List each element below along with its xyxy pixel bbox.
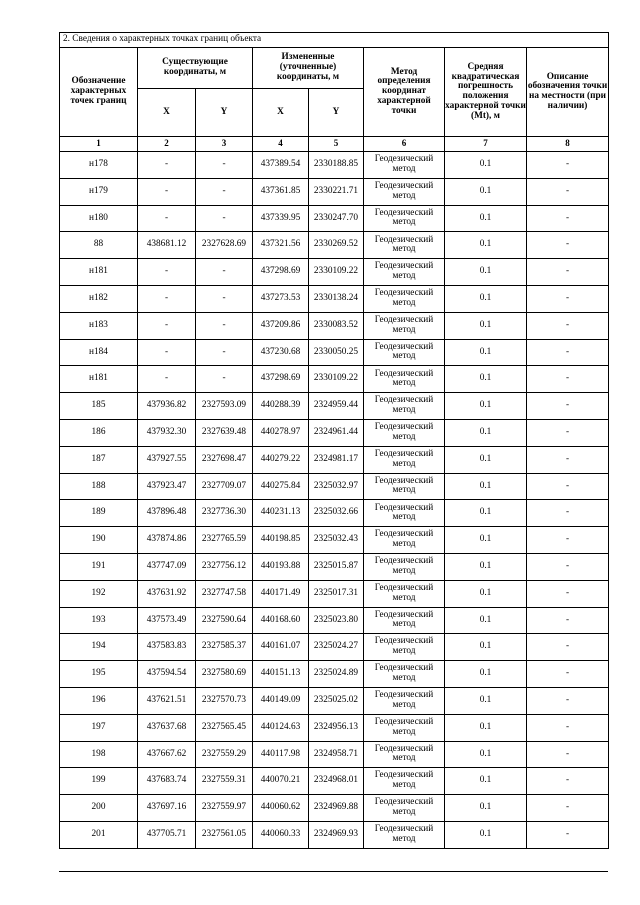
cell-existing-y: - xyxy=(196,259,253,286)
cell-existing-x: 437874.86 xyxy=(138,527,196,554)
cell-error: 0.1 xyxy=(445,178,527,205)
cell-description: - xyxy=(527,366,609,393)
cell-method: Геодезический метод xyxy=(364,205,445,232)
column-number: 3 xyxy=(196,137,253,152)
cell-error: 0.1 xyxy=(445,232,527,259)
cell-description: - xyxy=(527,178,609,205)
table-row xyxy=(60,553,609,580)
cell-existing-y: 2327570.73 xyxy=(196,687,253,714)
table-row xyxy=(60,446,609,473)
cell-changed-x: 440278.97 xyxy=(253,419,309,446)
cell-existing-y: 2327565.45 xyxy=(196,714,253,741)
cell-existing-x: 437927.55 xyxy=(138,446,196,473)
cell-method: Геодезический метод xyxy=(364,580,445,607)
cell-existing-y: 2327628.69 xyxy=(196,232,253,259)
table-row xyxy=(60,580,609,607)
cell-existing-x: 437932.30 xyxy=(138,419,196,446)
table-row xyxy=(60,285,609,312)
cell-description: - xyxy=(527,500,609,527)
cell-description: - xyxy=(527,634,609,661)
header-changed-y: Y xyxy=(309,89,364,137)
cell-existing-x: 437667.62 xyxy=(138,741,196,768)
cell-existing-x: - xyxy=(138,312,196,339)
table-row xyxy=(60,687,609,714)
cell-description: - xyxy=(527,419,609,446)
cell-point: 197 xyxy=(60,714,138,741)
cell-changed-y: 2325024.27 xyxy=(309,634,364,661)
cell-description: - xyxy=(527,741,609,768)
cell-method: Геодезический метод xyxy=(364,339,445,366)
cell-existing-x: 437923.47 xyxy=(138,473,196,500)
cell-point: 193 xyxy=(60,607,138,634)
cell-existing-x: - xyxy=(138,366,196,393)
cell-description: - xyxy=(527,795,609,822)
cell-method: Геодезический метод xyxy=(364,795,445,822)
cell-changed-x: 437273.53 xyxy=(253,285,309,312)
cell-point: 198 xyxy=(60,741,138,768)
cell-changed-y: 2324958.71 xyxy=(309,741,364,768)
cell-method: Геодезический метод xyxy=(364,419,445,446)
cell-existing-x: 437637.68 xyxy=(138,714,196,741)
cell-changed-y: 2324961.44 xyxy=(309,419,364,446)
cell-changed-y: 2325032.97 xyxy=(309,473,364,500)
cell-description: - xyxy=(527,259,609,286)
cell-error: 0.1 xyxy=(445,768,527,795)
cell-existing-x: - xyxy=(138,178,196,205)
column-number-row xyxy=(60,137,609,152)
header-existing-y: Y xyxy=(196,89,253,137)
cell-point: н184 xyxy=(60,339,138,366)
cell-changed-y: 2330269.52 xyxy=(309,232,364,259)
table-row xyxy=(60,527,609,554)
cell-changed-y: 2324959.44 xyxy=(309,393,364,420)
cell-description: - xyxy=(527,714,609,741)
cell-description: - xyxy=(527,232,609,259)
cell-changed-y: 2330109.22 xyxy=(309,259,364,286)
cell-point: 192 xyxy=(60,580,138,607)
cell-changed-x: 440151.13 xyxy=(253,661,309,688)
cell-point: 190 xyxy=(60,527,138,554)
cell-changed-y: 2330050.25 xyxy=(309,339,364,366)
cell-point: 201 xyxy=(60,821,138,848)
cell-existing-x: 437705.71 xyxy=(138,821,196,848)
cell-point: 189 xyxy=(60,500,138,527)
cell-method: Геодезический метод xyxy=(364,768,445,795)
cell-changed-x: 440168.60 xyxy=(253,607,309,634)
cell-existing-y: 2327585.37 xyxy=(196,634,253,661)
cell-changed-y: 2325024.89 xyxy=(309,661,364,688)
cell-existing-x: 437683.74 xyxy=(138,768,196,795)
cell-method: Геодезический метод xyxy=(364,473,445,500)
cell-changed-x: 437321.56 xyxy=(253,232,309,259)
cell-changed-x: 440070.21 xyxy=(253,768,309,795)
cell-error: 0.1 xyxy=(445,312,527,339)
cell-error: 0.1 xyxy=(445,473,527,500)
cell-error: 0.1 xyxy=(445,795,527,822)
cell-method: Геодезический метод xyxy=(364,821,445,848)
cell-description: - xyxy=(527,527,609,554)
cell-changed-x: 440149.09 xyxy=(253,687,309,714)
cell-description: - xyxy=(527,152,609,179)
cell-description: - xyxy=(527,446,609,473)
cell-existing-x: - xyxy=(138,339,196,366)
cell-error: 0.1 xyxy=(445,580,527,607)
cell-error: 0.1 xyxy=(445,285,527,312)
cell-method: Геодезический метод xyxy=(364,312,445,339)
table-row xyxy=(60,473,609,500)
cell-existing-y: 2327747.58 xyxy=(196,580,253,607)
cell-changed-y: 2324968.01 xyxy=(309,768,364,795)
cell-error: 0.1 xyxy=(445,259,527,286)
cell-existing-y: 2327709.07 xyxy=(196,473,253,500)
cell-existing-y: 2327765.59 xyxy=(196,527,253,554)
cell-description: - xyxy=(527,312,609,339)
table-row xyxy=(60,768,609,795)
cell-point: 200 xyxy=(60,795,138,822)
cell-method: Геодезический метод xyxy=(364,446,445,473)
cell-error: 0.1 xyxy=(445,661,527,688)
cell-existing-x: - xyxy=(138,205,196,232)
cell-error: 0.1 xyxy=(445,553,527,580)
table-row xyxy=(60,795,609,822)
table-row xyxy=(60,205,609,232)
cell-point: 186 xyxy=(60,419,138,446)
cell-description: - xyxy=(527,607,609,634)
cell-existing-x: 437747.09 xyxy=(138,553,196,580)
cell-existing-x: 437631.92 xyxy=(138,580,196,607)
cell-point: 196 xyxy=(60,687,138,714)
cell-existing-y: - xyxy=(196,178,253,205)
cell-changed-x: 440198.85 xyxy=(253,527,309,554)
cell-point: 188 xyxy=(60,473,138,500)
cell-description: - xyxy=(527,393,609,420)
cell-point: н182 xyxy=(60,285,138,312)
cell-error: 0.1 xyxy=(445,366,527,393)
cell-description: - xyxy=(527,473,609,500)
cell-existing-y: 2327561.05 xyxy=(196,821,253,848)
cell-method: Геодезический метод xyxy=(364,152,445,179)
column-number: 1 xyxy=(60,137,138,152)
cell-error: 0.1 xyxy=(445,500,527,527)
table-row xyxy=(60,178,609,205)
cell-existing-y: 2327559.97 xyxy=(196,795,253,822)
table-row xyxy=(60,152,609,179)
cell-point: н178 xyxy=(60,152,138,179)
cell-existing-x: - xyxy=(138,259,196,286)
header-error: Средняя квадратическая погрешность положения характерной точки (Mt), м xyxy=(445,48,527,137)
cell-error: 0.1 xyxy=(445,339,527,366)
cell-method: Геодезический метод xyxy=(364,393,445,420)
table-row xyxy=(60,232,609,259)
cell-changed-x: 440288.39 xyxy=(253,393,309,420)
cell-changed-x: 440231.13 xyxy=(253,500,309,527)
cell-changed-y: 2325032.43 xyxy=(309,527,364,554)
cell-existing-y: 2327580.69 xyxy=(196,661,253,688)
cell-point: 195 xyxy=(60,661,138,688)
header-description: Описание обозначения точки на местности (при наличии) xyxy=(527,48,609,137)
cell-description: - xyxy=(527,285,609,312)
cell-error: 0.1 xyxy=(445,634,527,661)
table-row xyxy=(60,312,609,339)
cell-changed-x: 440275.84 xyxy=(253,473,309,500)
table-caption: 2. Сведения о характерных точках границ объекта xyxy=(60,33,609,48)
cell-method: Геодезический метод xyxy=(364,607,445,634)
cell-changed-x: 440171.49 xyxy=(253,580,309,607)
cell-changed-x: 440193.88 xyxy=(253,553,309,580)
cell-changed-x: 437389.54 xyxy=(253,152,309,179)
cell-point: 185 xyxy=(60,393,138,420)
cell-existing-y: 2327559.29 xyxy=(196,741,253,768)
cell-description: - xyxy=(527,205,609,232)
header-point: Обозначение характерных точек границ xyxy=(60,48,138,137)
table-row xyxy=(60,634,609,661)
footer-divider xyxy=(59,871,608,872)
cell-existing-y: - xyxy=(196,285,253,312)
points-table xyxy=(59,32,609,849)
column-number: 5 xyxy=(309,137,364,152)
cell-changed-y: 2330138.24 xyxy=(309,285,364,312)
table-row xyxy=(60,419,609,446)
cell-method: Геодезический метод xyxy=(364,714,445,741)
cell-existing-y: - xyxy=(196,152,253,179)
cell-changed-y: 2330083.52 xyxy=(309,312,364,339)
cell-changed-y: 2330247.70 xyxy=(309,205,364,232)
cell-method: Геодезический метод xyxy=(364,500,445,527)
cell-changed-x: 437339.95 xyxy=(253,205,309,232)
cell-method: Геодезический метод xyxy=(364,553,445,580)
cell-existing-y: 2327593.09 xyxy=(196,393,253,420)
cell-existing-x: 437594.54 xyxy=(138,661,196,688)
cell-changed-y: 2324969.88 xyxy=(309,795,364,822)
cell-description: - xyxy=(527,553,609,580)
header-changed-x: X xyxy=(253,89,309,137)
cell-error: 0.1 xyxy=(445,393,527,420)
cell-method: Геодезический метод xyxy=(364,687,445,714)
cell-existing-y: - xyxy=(196,312,253,339)
cell-point: н181 xyxy=(60,259,138,286)
cell-method: Геодезический метод xyxy=(364,527,445,554)
cell-description: - xyxy=(527,580,609,607)
cell-changed-y: 2324969.93 xyxy=(309,821,364,848)
cell-existing-x: 438681.12 xyxy=(138,232,196,259)
cell-existing-x: 437896.48 xyxy=(138,500,196,527)
table-row xyxy=(60,500,609,527)
cell-error: 0.1 xyxy=(445,607,527,634)
table-row xyxy=(60,661,609,688)
cell-method: Геодезический метод xyxy=(364,661,445,688)
cell-changed-x: 437230.68 xyxy=(253,339,309,366)
cell-changed-x: 440124.63 xyxy=(253,714,309,741)
cell-point: 88 xyxy=(60,232,138,259)
table-row xyxy=(60,714,609,741)
cell-existing-y: 2327559.31 xyxy=(196,768,253,795)
cell-description: - xyxy=(527,687,609,714)
column-number: 4 xyxy=(253,137,309,152)
table-row xyxy=(60,366,609,393)
cell-error: 0.1 xyxy=(445,419,527,446)
table-row xyxy=(60,259,609,286)
column-number: 8 xyxy=(527,137,609,152)
table-row xyxy=(60,339,609,366)
column-number: 2 xyxy=(138,137,196,152)
cell-existing-y: 2327639.48 xyxy=(196,419,253,446)
cell-error: 0.1 xyxy=(445,446,527,473)
cell-existing-y: 2327756.12 xyxy=(196,553,253,580)
cell-method: Геодезический метод xyxy=(364,259,445,286)
cell-error: 0.1 xyxy=(445,687,527,714)
cell-existing-y: 2327590.64 xyxy=(196,607,253,634)
cell-point: 191 xyxy=(60,553,138,580)
column-number: 6 xyxy=(364,137,445,152)
cell-method: Геодезический метод xyxy=(364,366,445,393)
cell-error: 0.1 xyxy=(445,152,527,179)
cell-point: н180 xyxy=(60,205,138,232)
cell-existing-x: 437573.49 xyxy=(138,607,196,634)
cell-changed-x: 437361.85 xyxy=(253,178,309,205)
cell-error: 0.1 xyxy=(445,205,527,232)
cell-changed-y: 2330221.71 xyxy=(309,178,364,205)
cell-changed-y: 2330188.85 xyxy=(309,152,364,179)
cell-changed-y: 2325017.31 xyxy=(309,580,364,607)
cell-description: - xyxy=(527,768,609,795)
cell-point: н181 xyxy=(60,366,138,393)
cell-point: 199 xyxy=(60,768,138,795)
cell-existing-y: - xyxy=(196,366,253,393)
cell-existing-y: - xyxy=(196,205,253,232)
cell-changed-y: 2324956.13 xyxy=(309,714,364,741)
cell-existing-y: - xyxy=(196,339,253,366)
cell-method: Геодезический метод xyxy=(364,232,445,259)
cell-method: Геодезический метод xyxy=(364,178,445,205)
cell-description: - xyxy=(527,339,609,366)
cell-existing-y: 2327698.47 xyxy=(196,446,253,473)
cell-changed-x: 440279.22 xyxy=(253,446,309,473)
cell-changed-y: 2330109.22 xyxy=(309,366,364,393)
table-row xyxy=(60,607,609,634)
cell-description: - xyxy=(527,661,609,688)
cell-description: - xyxy=(527,821,609,848)
table-row xyxy=(60,821,609,848)
cell-changed-x: 437298.69 xyxy=(253,366,309,393)
cell-changed-x: 440060.62 xyxy=(253,795,309,822)
cell-changed-x: 440060.33 xyxy=(253,821,309,848)
table-row xyxy=(60,393,609,420)
cell-error: 0.1 xyxy=(445,714,527,741)
cell-changed-y: 2325023.80 xyxy=(309,607,364,634)
cell-existing-y: 2327736.30 xyxy=(196,500,253,527)
cell-existing-x: 437621.51 xyxy=(138,687,196,714)
cell-existing-x: - xyxy=(138,152,196,179)
cell-method: Геодезический метод xyxy=(364,634,445,661)
cell-changed-x: 440161.07 xyxy=(253,634,309,661)
cell-existing-x: - xyxy=(138,285,196,312)
header-existing: Существующие координаты, м xyxy=(138,48,253,89)
cell-existing-x: 437936.82 xyxy=(138,393,196,420)
cell-point: 194 xyxy=(60,634,138,661)
cell-point: 187 xyxy=(60,446,138,473)
cell-point: н179 xyxy=(60,178,138,205)
cell-changed-x: 440117.98 xyxy=(253,741,309,768)
cell-changed-y: 2324981.17 xyxy=(309,446,364,473)
cell-existing-x: 437583.83 xyxy=(138,634,196,661)
cell-method: Геодезический метод xyxy=(364,285,445,312)
cell-method: Геодезический метод xyxy=(364,741,445,768)
cell-changed-x: 437209.86 xyxy=(253,312,309,339)
cell-changed-y: 2325015.87 xyxy=(309,553,364,580)
cell-changed-y: 2325032.66 xyxy=(309,500,364,527)
header-changed: Измененные (уточненные) координаты, м xyxy=(253,48,364,89)
cell-error: 0.1 xyxy=(445,527,527,554)
header-method: Метод определения координат характерной точки xyxy=(364,48,445,137)
cell-changed-y: 2325025.02 xyxy=(309,687,364,714)
header-existing-x: X xyxy=(138,89,196,137)
column-number: 7 xyxy=(445,137,527,152)
cell-changed-x: 437298.69 xyxy=(253,259,309,286)
cell-existing-x: 437697.16 xyxy=(138,795,196,822)
cell-error: 0.1 xyxy=(445,821,527,848)
table-row xyxy=(60,741,609,768)
cell-error: 0.1 xyxy=(445,741,527,768)
cell-point: н183 xyxy=(60,312,138,339)
